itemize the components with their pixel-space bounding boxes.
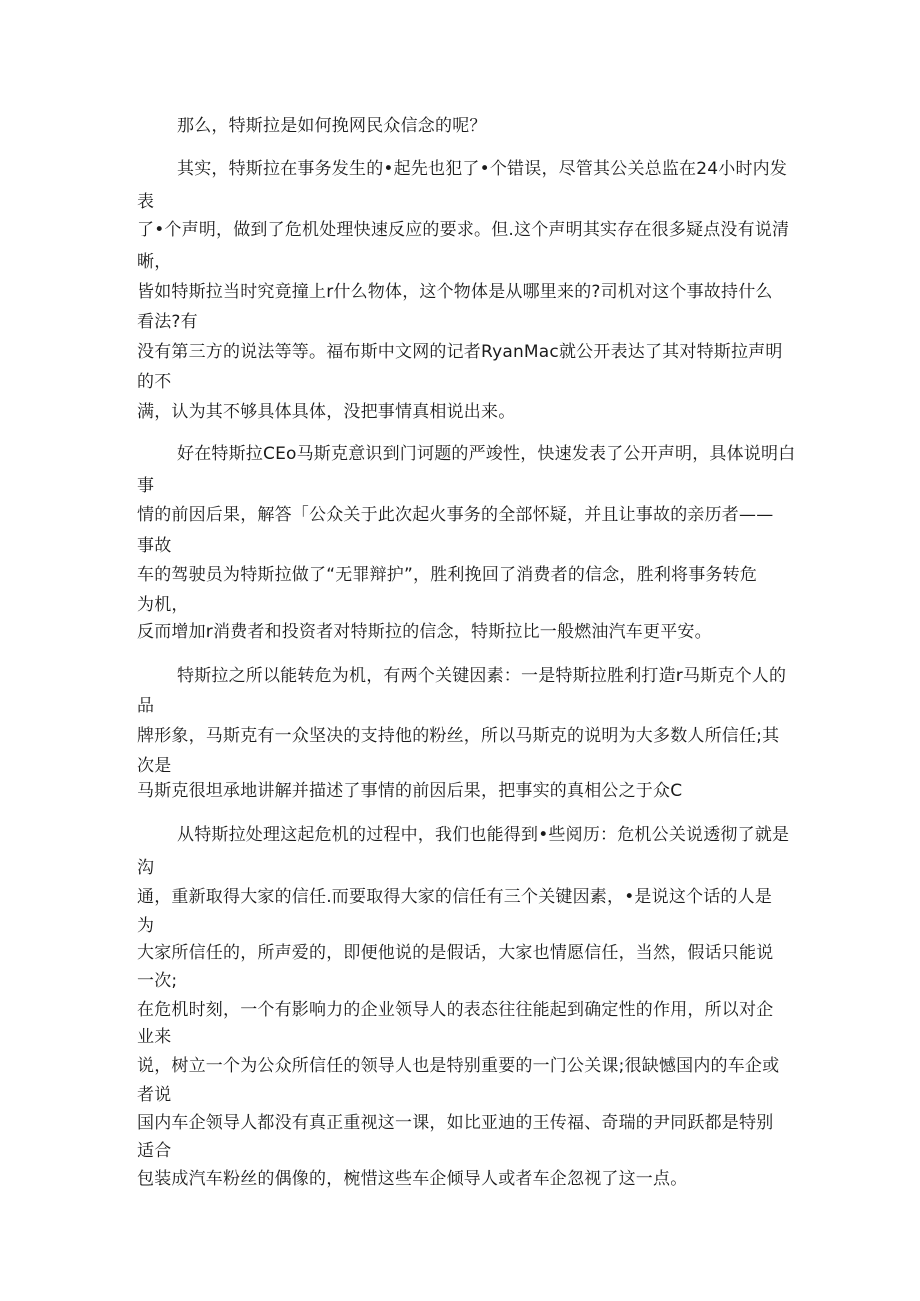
paragraph-5-line-11: 国内车企领导人都没有真正重视这一课，如比亚迪的王传福、奇瑞的尹同跃都是特别: [137, 1113, 774, 1133]
paragraph-2-line-5: 皆如特斯拉当时究竟撞上r什么物体，这个物体是从哪里来的?司机对这个事故持什么: [137, 282, 773, 302]
paragraph-3-line-2: 事: [137, 476, 155, 496]
paragraph-5-line-13: 包装成汽车粉丝的偶像的，椀惜这些车企倾导人或者车企忽视了这一点。: [137, 1169, 688, 1189]
paragraph-5-line-3: 通，重新取得大家的信任.而要取得大家的信任有三个关键因素，•是说这个话的人是: [137, 887, 773, 907]
paragraph-2-line-2: 表: [137, 192, 155, 212]
paragraph-2-line-8: 的不: [137, 372, 172, 392]
paragraph-5-line-9: 说，树立一个为公众所信任的领导人也是特别重要的一门公关课;很缺憾国内的车企或: [137, 1056, 780, 1076]
paragraph-3-line-6: 为机，: [137, 595, 189, 615]
paragraph-2-line-6: 看法?有: [137, 312, 198, 332]
paragraph-4-line-5: 马斯克很坦承地讲解并描述了事情的前因后果，把事实的真相公之于众C: [137, 781, 683, 801]
paragraph-5-line-7: 在危机时刻，一个有影响力的企业领导人的表态往往能起到确定性的作用，所以对企: [137, 1000, 774, 1020]
paragraph-2-line-7: 没有第三方的说法等等。福布斯中文网的记者RyanMac就公开表达了其对特斯拉声明: [137, 342, 783, 362]
paragraph-2-line-1: 其实，特斯拉在事务发生的•起先也犯了•个错误，尽管其公关总监在24小时内发: [177, 159, 788, 179]
paragraph-4-line-3: 牌形象，马斯克有一众坚决的支持他的粉丝，所以马斯克的说明为大多数人所信任;其: [137, 726, 780, 746]
paragraph-2-line-3: 了•个声明，做到了危机处理快速反应的要求。但.这个声明其实存在很多疑点没有说清: [137, 220, 790, 240]
paragraph-5-line-6: 一次;: [137, 971, 178, 991]
paragraph-2-line-9: 满，认为其不够具体具体，没把事情真相说出来。: [137, 402, 516, 422]
paragraph-2-line-4: 晰，: [137, 252, 172, 272]
paragraph-4-line-4: 次是: [137, 756, 172, 776]
paragraph-5-line-4: 为: [137, 916, 155, 936]
paragraph-4-line-1: 特斯拉之所以能转危为机，有两个关键因素：一是特斯拉胜利打造r马斯克个人的: [177, 666, 787, 686]
paragraph-3-line-1: 好在特斯拉CEo马斯克意识到门诃题的严竣性，快速发表了公开声明，具体说明白: [177, 444, 796, 464]
paragraph-4-line-2: 品: [137, 696, 155, 716]
paragraph-5-line-8: 业来: [137, 1027, 172, 1047]
paragraph-3-line-5: 车的驾驶员为特斯拉做了“无罪辩护”，胜利挽回了消费者的信念，胜利将事务转危: [137, 565, 758, 585]
paragraph-5-line-12: 适合: [137, 1141, 172, 1161]
paragraph-1-line-1: 那么，特斯拉是如何挽网民众信念的呢？: [177, 116, 487, 136]
paragraph-3-line-7: 反而增加r消费者和投资者对特斯拉的信念，特斯拉比一般燃油汽车更平安。: [137, 622, 712, 642]
paragraph-5-line-2: 沟: [137, 858, 155, 878]
paragraph-3-line-4: 事故: [137, 536, 172, 556]
paragraph-5-line-1: 从特斯拉处理这起危机的过程中，我们也能得到•些阅历：危机公关说透彻了就是: [177, 825, 790, 845]
paragraph-5-line-5: 大家所信任的，所声爱的，即便他说的是假话，大家也情愿信任，当然，假话只能说: [137, 943, 774, 963]
paragraph-5-line-10: 者说: [137, 1085, 172, 1105]
paragraph-3-line-3: 情的前因后果，解答「公众关于此次起火事务的全部怀疑，并且让事故的亲历者——: [137, 505, 774, 525]
